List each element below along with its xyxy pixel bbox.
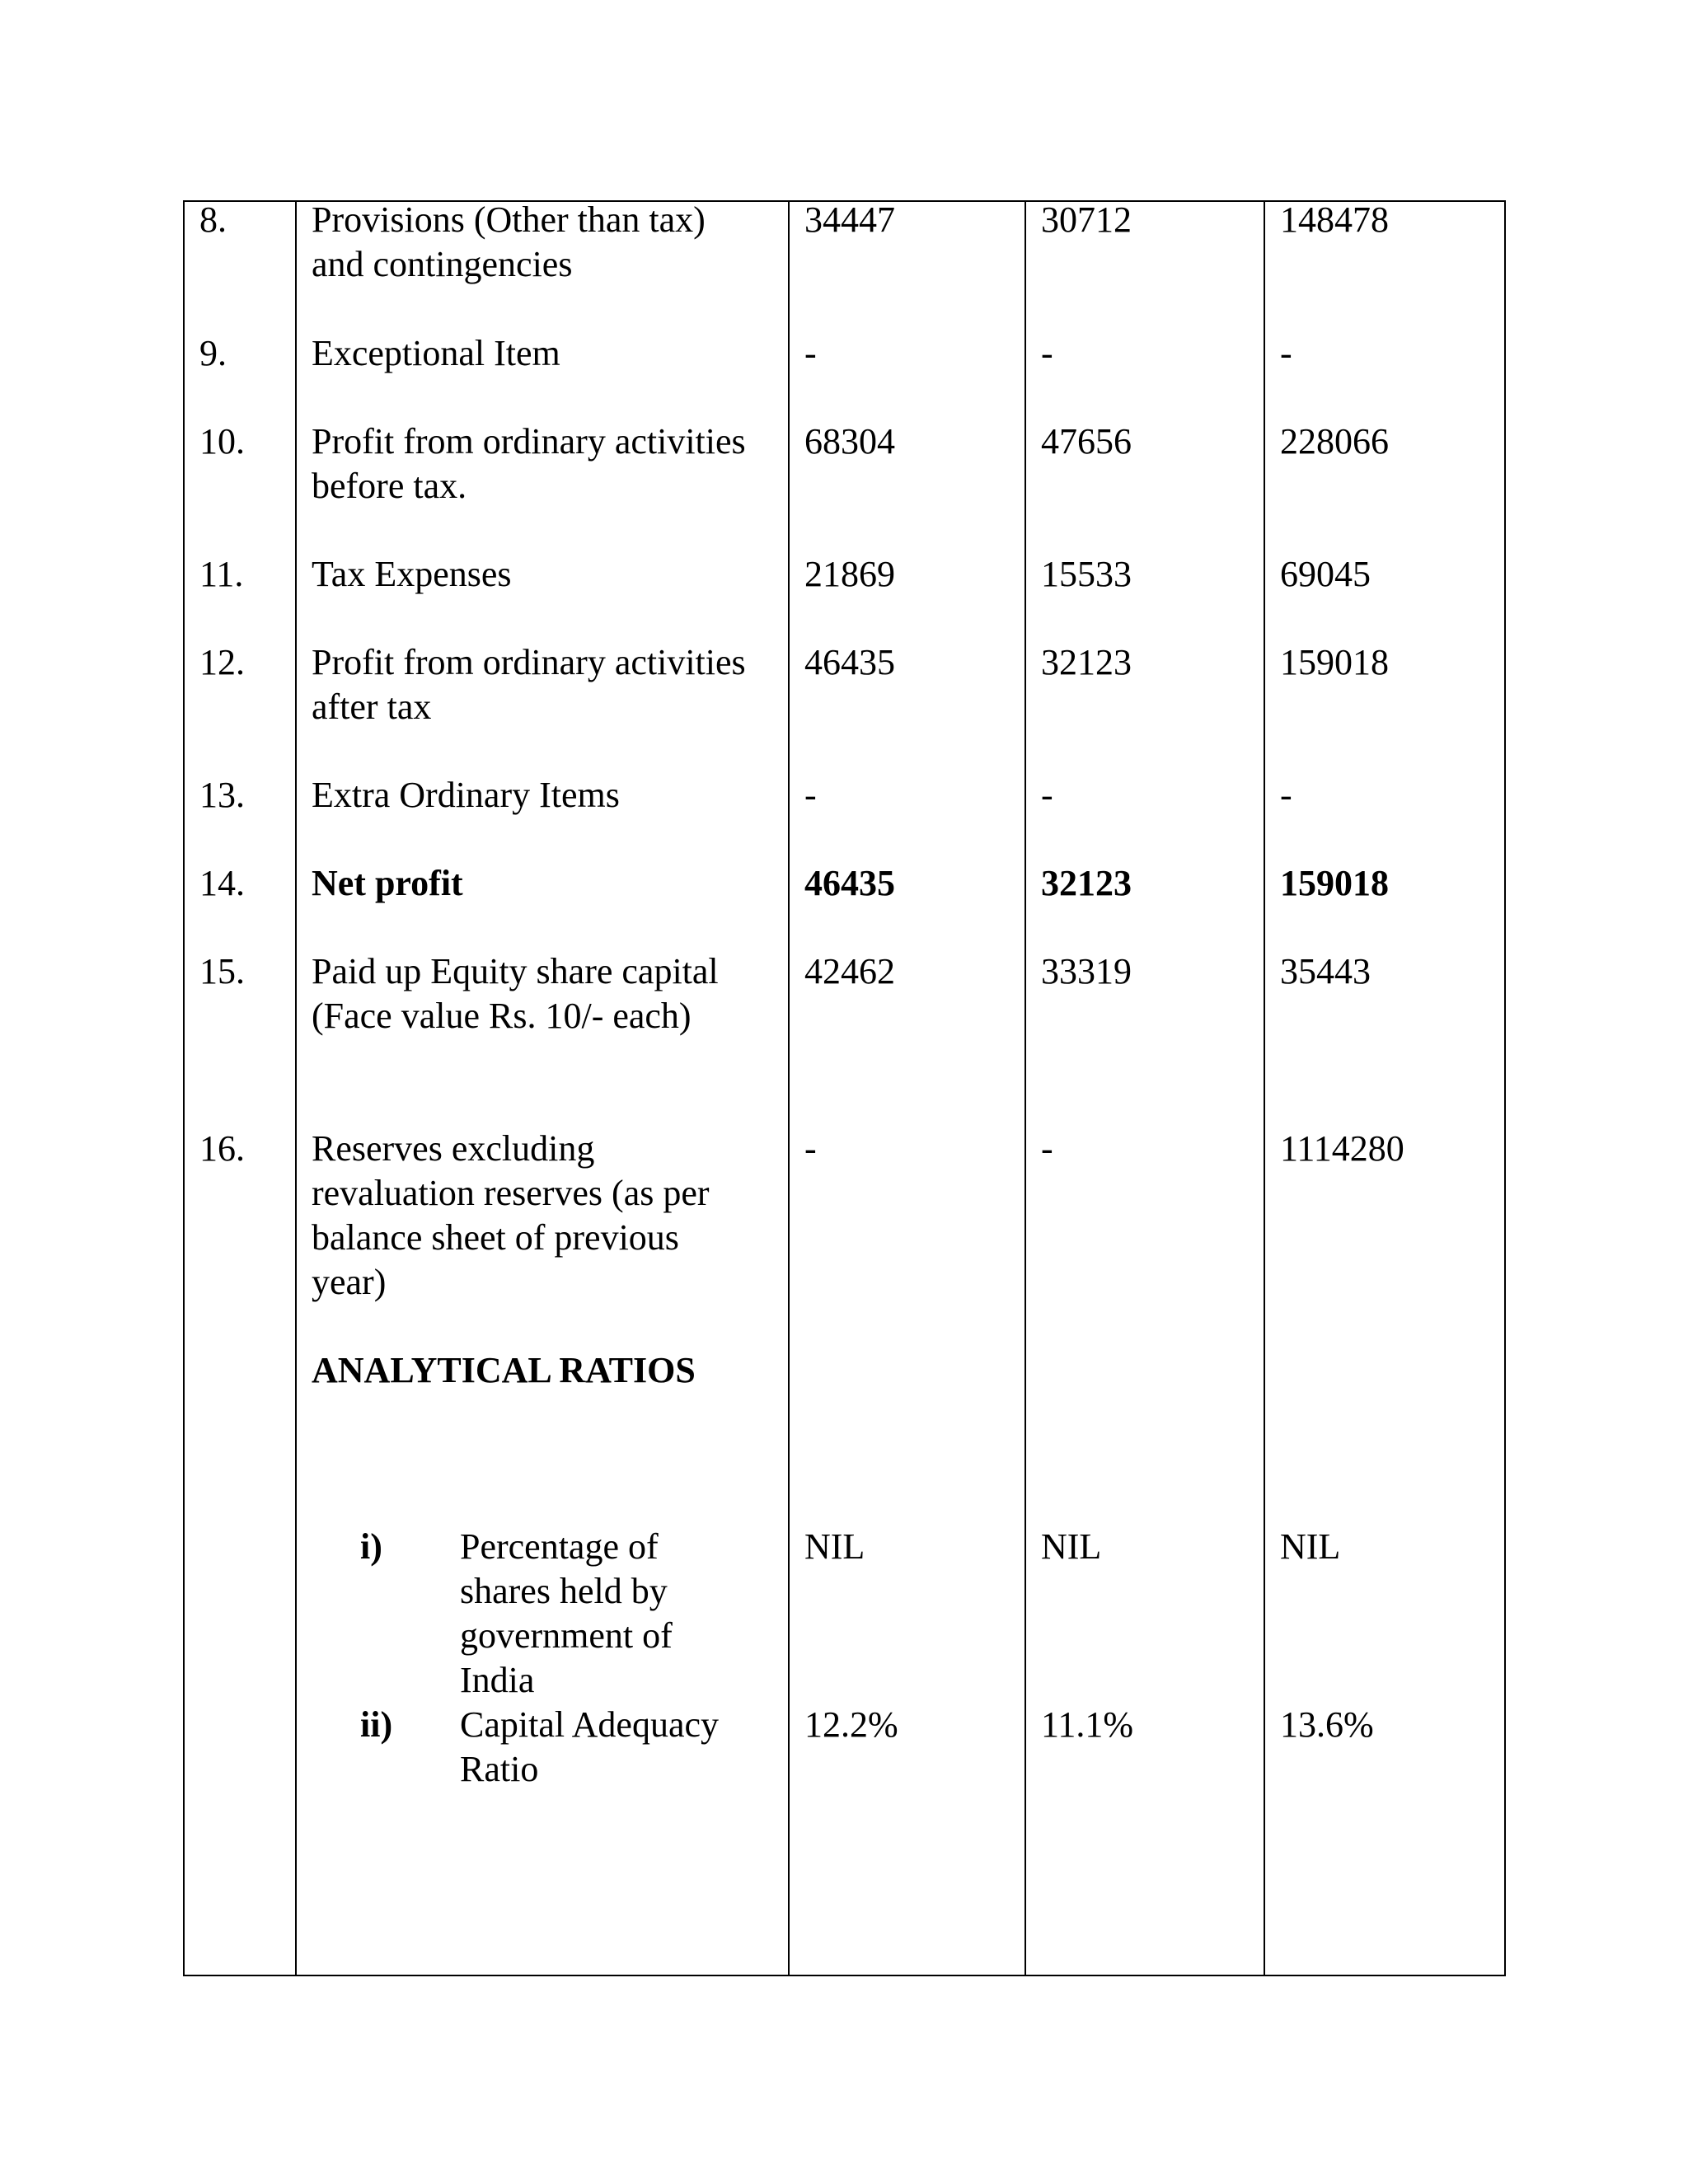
sub-item-label-line: India (460, 1660, 535, 1700)
row-number: 14. (199, 863, 245, 903)
sub-item-value-col3: 13.6% (1280, 1704, 1374, 1745)
row-label-line: Net profit (312, 863, 463, 903)
row-label-line: (Face value Rs. 10/- each) (312, 996, 692, 1036)
sub-item-label-line: Percentage of (460, 1526, 659, 1567)
row-value-col1: 34447 (804, 199, 895, 240)
column-divider (1264, 200, 1265, 1976)
row-label-line: revaluation reserves (as per (312, 1173, 710, 1213)
row-value-col3: 35443 (1280, 951, 1371, 991)
row-label-line: Provisions (Other than tax) (312, 199, 706, 240)
row-value-col3: 1114280 (1280, 1128, 1404, 1169)
row-value-col2: 32123 (1041, 642, 1132, 682)
row-value-col2: 30712 (1041, 199, 1132, 240)
sub-item-marker: i) (360, 1526, 382, 1567)
row-value-col1: - (804, 775, 817, 815)
row-label-line: Profit from ordinary activities (312, 642, 746, 682)
row-label-line: before tax. (312, 466, 467, 506)
column-divider (1025, 200, 1026, 1976)
column-divider (788, 200, 790, 1976)
row-label-line: Profit from ordinary activities (312, 421, 746, 462)
row-value-col2: - (1041, 333, 1053, 373)
row-value-col2: 15533 (1041, 554, 1132, 594)
sub-item-value-col1: 12.2% (804, 1704, 898, 1745)
section-heading: ANALYTICAL RATIOS (312, 1350, 696, 1390)
sub-item-value-col1: NIL (804, 1526, 865, 1567)
row-value-col2: - (1041, 775, 1053, 815)
row-value-col3: 69045 (1280, 554, 1371, 594)
row-number: 11. (199, 554, 244, 594)
row-number: 15. (199, 951, 245, 991)
row-value-col1: - (804, 333, 817, 373)
row-value-col3: 148478 (1280, 199, 1389, 240)
row-label-line: Exceptional Item (312, 333, 560, 373)
sub-item-value-col3: NIL (1280, 1526, 1341, 1567)
row-value-col3: 228066 (1280, 421, 1389, 462)
row-label-line: Tax Expenses (312, 554, 512, 594)
row-value-col1: 21869 (804, 554, 895, 594)
row-value-col2: 32123 (1041, 863, 1132, 903)
row-label-line: balance sheet of previous (312, 1217, 679, 1258)
sub-item-label-line: Ratio (460, 1749, 539, 1789)
row-value-col1: 46435 (804, 863, 895, 903)
row-label-line: Extra Ordinary Items (312, 775, 620, 815)
row-label-line: Paid up Equity share capital (312, 951, 719, 991)
sub-item-value-col2: 11.1% (1041, 1704, 1134, 1745)
row-value-col2: 33319 (1041, 951, 1132, 991)
row-number: 8. (199, 199, 227, 240)
row-label-line: after tax (312, 687, 432, 727)
row-value-col1: 46435 (804, 642, 895, 682)
row-value-col3: 159018 (1280, 863, 1389, 903)
row-label-line: and contingencies (312, 244, 573, 284)
sub-item-label-line: shares held by (460, 1571, 668, 1611)
row-number: 10. (199, 421, 245, 462)
sub-item-label-line: Capital Adequacy (460, 1704, 720, 1745)
row-number: 13. (199, 775, 245, 815)
row-value-col1: - (804, 1128, 817, 1169)
sub-item-value-col2: NIL (1041, 1526, 1102, 1567)
row-value-col1: 68304 (804, 421, 895, 462)
row-label-line: year) (312, 1262, 387, 1302)
row-number: 12. (199, 642, 245, 682)
sub-item-marker: ii) (360, 1704, 393, 1745)
row-value-col3: - (1280, 333, 1292, 373)
row-value-col3: - (1280, 775, 1292, 815)
row-value-col2: 47656 (1041, 421, 1132, 462)
row-label-line: Reserves excluding (312, 1128, 595, 1169)
row-value-col1: 42462 (804, 951, 895, 991)
row-number: 16. (199, 1128, 245, 1169)
sub-item-label-line: government of (460, 1615, 673, 1656)
row-value-col2: - (1041, 1128, 1053, 1169)
row-number: 9. (199, 333, 227, 373)
column-divider (295, 200, 297, 1976)
row-value-col3: 159018 (1280, 642, 1389, 682)
